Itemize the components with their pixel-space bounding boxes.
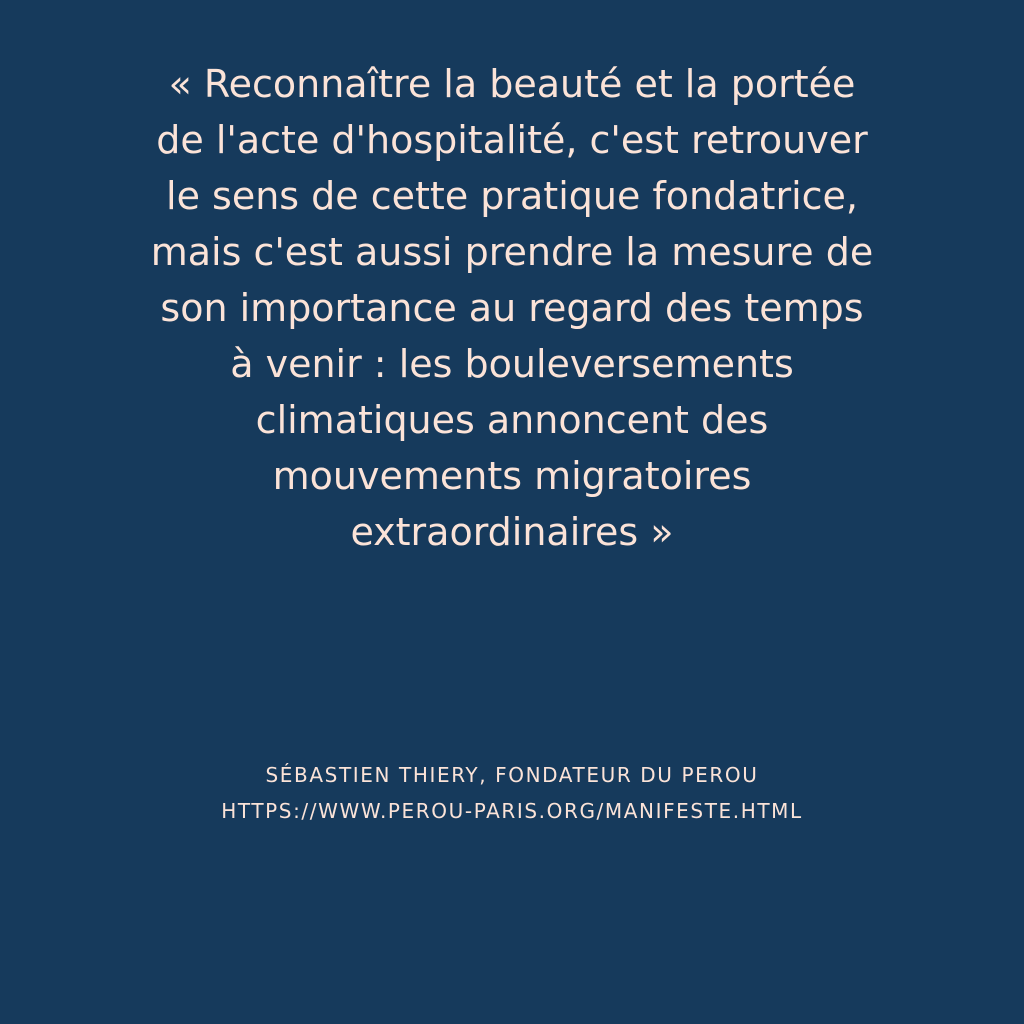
quote-text bbox=[40, 56, 984, 560]
author-credit: SÉBASTIEN THIERY, FONDATEUR DU PEROU bbox=[265, 763, 759, 787]
quote-line: mais c'est aussi prendre la mesure de bbox=[150, 230, 874, 274]
quote-line: son importance au regard des temps bbox=[160, 286, 864, 330]
quote-line: « Reconnaître la beauté et la portée bbox=[168, 62, 856, 106]
attribution bbox=[40, 757, 984, 829]
source-url: HTTPS://WWW.PEROU-PARIS.ORG/MANIFESTE.HTML bbox=[221, 799, 803, 823]
quote-line: de l'acte d'hospitalité, c'est retrouver bbox=[156, 118, 868, 162]
quote-line: climatiques annoncent des bbox=[255, 398, 769, 442]
quote-line: extraordinaires » bbox=[350, 510, 674, 554]
quote-line: mouvements migratoires bbox=[272, 454, 752, 498]
quote-line: le sens de cette pratique fondatrice, bbox=[166, 174, 858, 218]
quote-line: à venir : les bouleversements bbox=[230, 342, 794, 386]
